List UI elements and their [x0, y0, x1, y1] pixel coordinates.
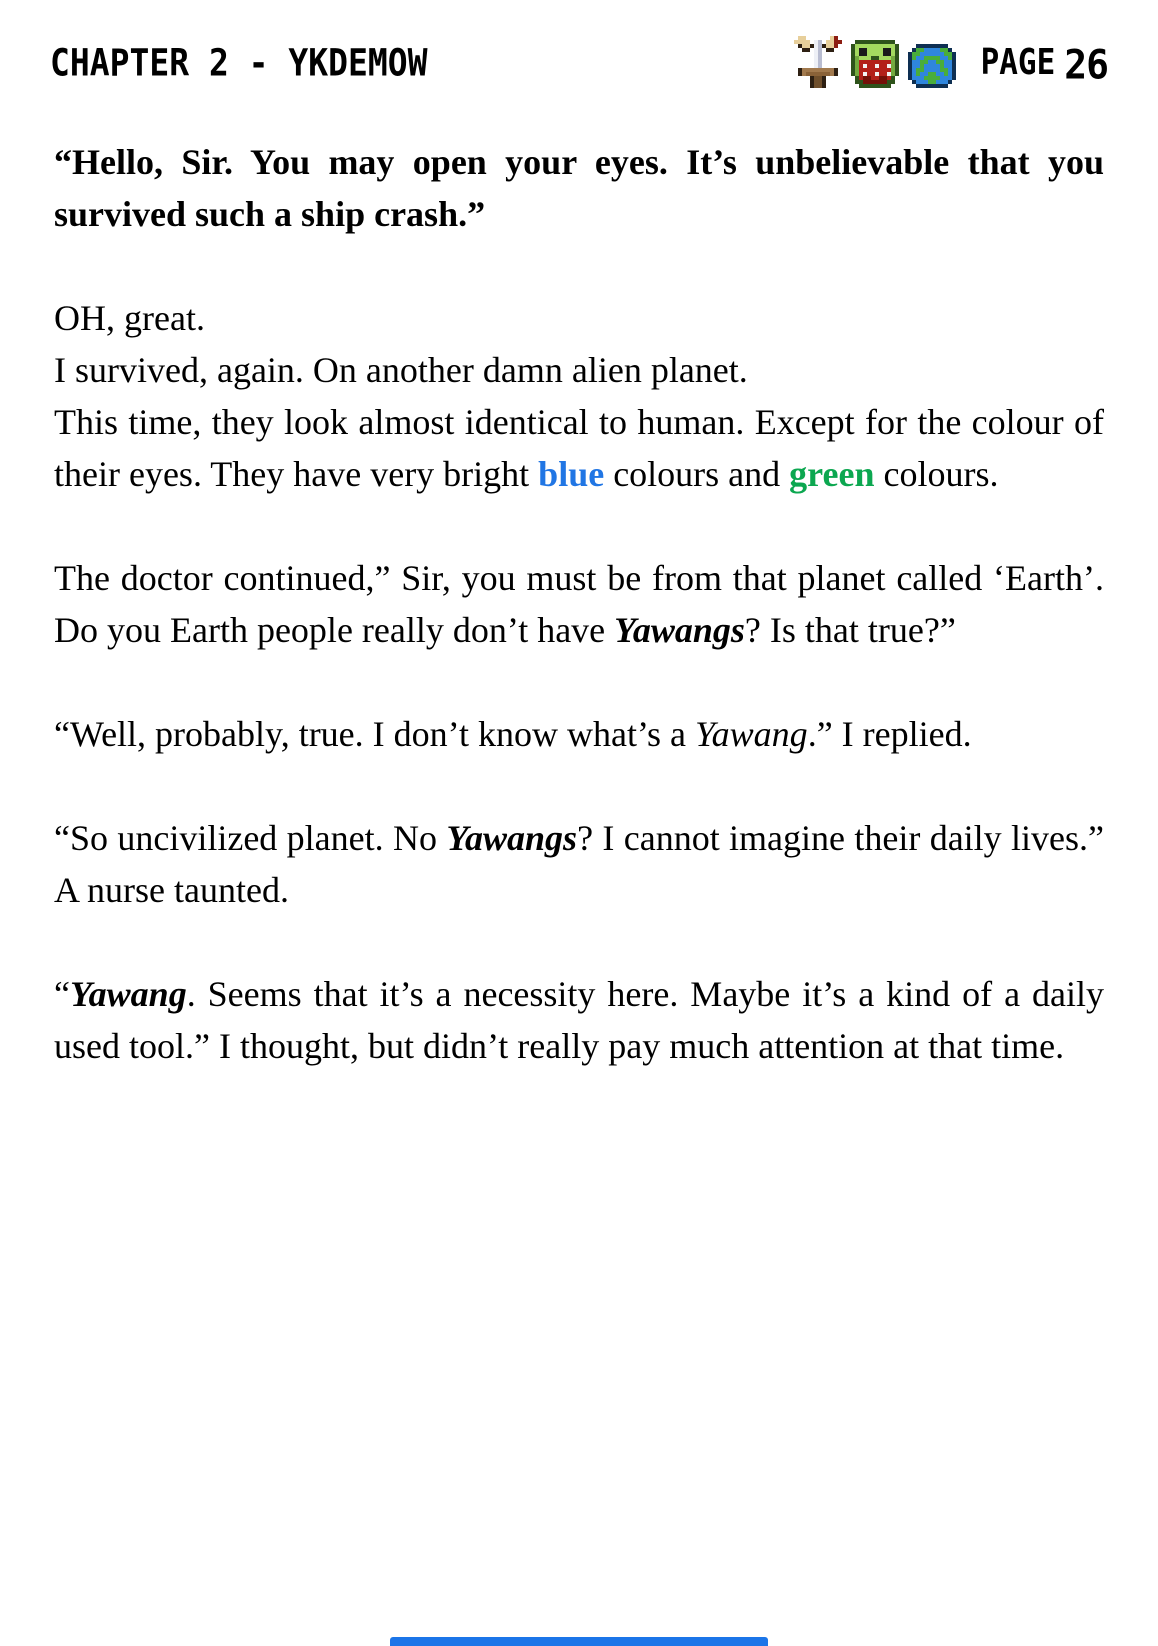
sword-icon	[794, 36, 842, 88]
text-run: “Hello, Sir. You may open your eyes. It’s unbelievable that you survived such a ship crash.”	[54, 142, 1113, 234]
paragraph-list	[54, 136, 1113, 1072]
text-run: “	[54, 974, 70, 1014]
text-run: colours.	[874, 454, 999, 494]
page-header	[0, 0, 1158, 88]
text-run: OH, great.	[54, 298, 205, 338]
text-run: Yawangs	[446, 818, 578, 858]
text-run: . Seems that it’s a necessity here. Maybe it’s a kind of a daily used tool.” I thought, but didn’t really pay much attention at that time.	[54, 974, 1113, 1066]
page-number: 26	[1064, 41, 1108, 88]
globe-icon	[908, 44, 956, 88]
paragraph-survival	[54, 292, 1113, 500]
text-run: Yawang	[694, 714, 808, 754]
paragraph-greeting	[54, 136, 1113, 240]
text-run: This time, they look almost identical to human. Except for the colour of their eyes. They have very bright	[54, 402, 1113, 494]
reading-progress-bar	[390, 1637, 768, 1646]
chapter-title: CHAPTER 2 - YKDEMOW	[50, 40, 428, 84]
page-label: PAGE	[980, 42, 1056, 84]
text-run: I survived, again. On another damn alien planet.	[54, 350, 748, 390]
text-run: The doctor continued,” Sir, you must be from that planet called ‘Earth’. Do you Earth people really don’t have	[54, 558, 1113, 650]
text-run: “Well, probably, true. I don’t know what’s a	[54, 714, 695, 754]
text-run: blue	[538, 454, 605, 494]
monster-icon	[851, 40, 899, 88]
text-run: Yawang	[69, 974, 187, 1014]
paragraph-doctor	[54, 552, 1113, 656]
text-run: green	[789, 454, 875, 494]
paragraph-thought	[54, 968, 1113, 1072]
text-run: “So uncivilized planet. No	[54, 818, 447, 858]
story-text	[0, 88, 1158, 1072]
paragraph-nurse	[54, 812, 1112, 916]
text-run: .” I replied.	[807, 714, 972, 754]
text-run: Yawangs	[614, 610, 745, 650]
paragraph-reply	[54, 708, 1104, 760]
text-run: ? Is that true?”	[744, 610, 956, 650]
text-run: ? I cannot imagine their daily lives.” A nurse taunted.	[54, 818, 1112, 910]
text-run: colours and	[604, 454, 790, 494]
header-right-group	[794, 36, 1108, 88]
